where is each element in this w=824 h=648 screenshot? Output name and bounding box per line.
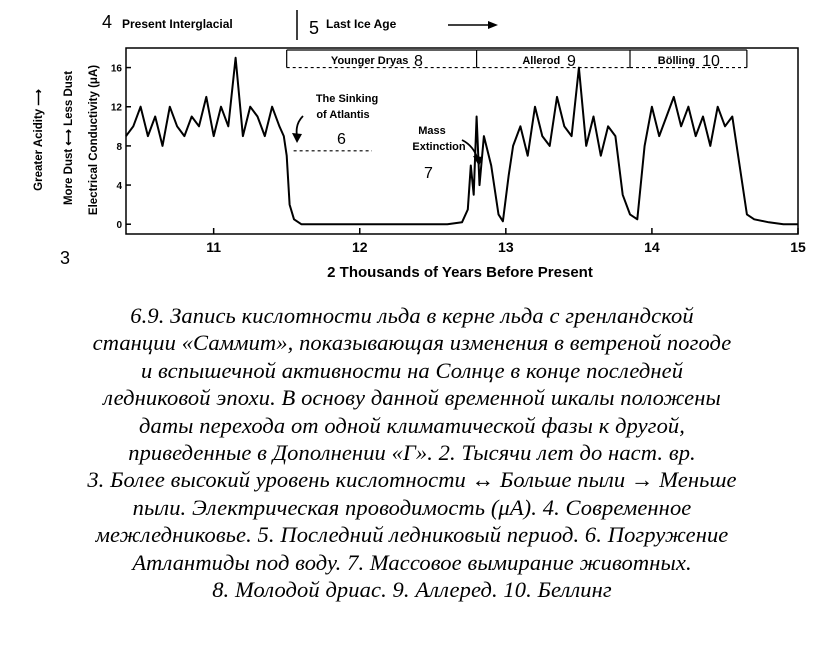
atlantis-arrow-icon xyxy=(292,133,302,143)
x-axis-label: 2 Thousands of Years Before Present xyxy=(327,264,593,281)
phase-number: 9 xyxy=(567,53,576,70)
extinction-label-line2: Extinction xyxy=(412,141,466,153)
ice-age-number: 5 xyxy=(309,18,320,38)
y-tick-label: 8 xyxy=(116,141,122,153)
x-tick-label: 15 xyxy=(790,239,806,255)
caption-line: Атлантиды под воду. 7. Массовое вымирание животных. xyxy=(132,549,692,575)
atlantis-label-line2: of Atlantis xyxy=(316,109,370,121)
phase-label: Allerod xyxy=(522,55,561,67)
extinction-number: 7 xyxy=(424,165,433,182)
caption-line: межледниковье. 5. Последний ледниковый период. 6. Погружение xyxy=(95,522,729,548)
atlantis-label-line1: The Sinking xyxy=(315,93,379,105)
atlantis-number: 6 xyxy=(337,131,346,148)
annotations xyxy=(292,93,483,182)
caption-line: станции «Саммит», показывающая изменения в ветреной погоде xyxy=(92,330,732,356)
extinction-label-line1: Mass xyxy=(418,125,446,137)
axes xyxy=(111,64,806,255)
x-tick-label: 14 xyxy=(644,239,660,255)
caption-line: и вспышечной активности на Солнце в конце последней xyxy=(140,357,684,383)
phase-brackets xyxy=(287,50,747,70)
present-number: 4 xyxy=(102,12,113,32)
phase-label: Younger Dryas xyxy=(330,55,409,67)
caption-line: приведенные в Дополнении «Г». 2. Тысячи лет до наст. вр. xyxy=(128,440,696,466)
y-tick-label: 4 xyxy=(116,181,122,193)
caption-line: пыли. Электрическая проводимость (μА). 4. Современное xyxy=(132,494,692,520)
phase-label: Bölling xyxy=(657,55,696,67)
caption-line: 8. Молодой дриас. 9. Аллеред. 10. Беллинг xyxy=(212,577,612,603)
atlantis-arrow-line xyxy=(297,116,303,136)
x-tick-label: 13 xyxy=(498,239,514,255)
caption-line: 6.9. Запись кислотности льда в керне льда с гренландской xyxy=(130,303,694,328)
y-label-dust: More Dust ⟷ Less Dust xyxy=(63,70,75,206)
caption-line: 3. Более высокий уровень кислотности ↔ Больше пыли → Меньше xyxy=(87,467,737,493)
y-label-conductivity: Electrical Conductivity (μA) xyxy=(88,64,100,216)
y-tick-label: 12 xyxy=(110,102,122,114)
y-label-number: 3 xyxy=(60,248,71,268)
x-tick-label: 12 xyxy=(351,239,368,255)
ice-age-arrow-icon xyxy=(488,21,498,29)
ice-core-chart xyxy=(0,0,824,300)
x-tick-label: 11 xyxy=(206,239,222,255)
phase-number: 8 xyxy=(413,53,423,70)
present-interglacial-label: Present Interglacial xyxy=(122,17,233,31)
phase-number: 10 xyxy=(702,53,720,70)
caption-line: даты перехода от одной климатической фазы к другой, xyxy=(139,412,685,438)
y-tick-label: 0 xyxy=(116,220,122,232)
y-label-acidity: Greater Acidity ⟶ xyxy=(33,89,45,191)
last-ice-age-label: Last Ice Age xyxy=(326,17,397,31)
caption-line: ледниковой эпохи. В основу данной временной шкалы положены xyxy=(103,385,721,411)
y-tick-label: 16 xyxy=(110,63,122,75)
figure-caption xyxy=(0,302,824,603)
